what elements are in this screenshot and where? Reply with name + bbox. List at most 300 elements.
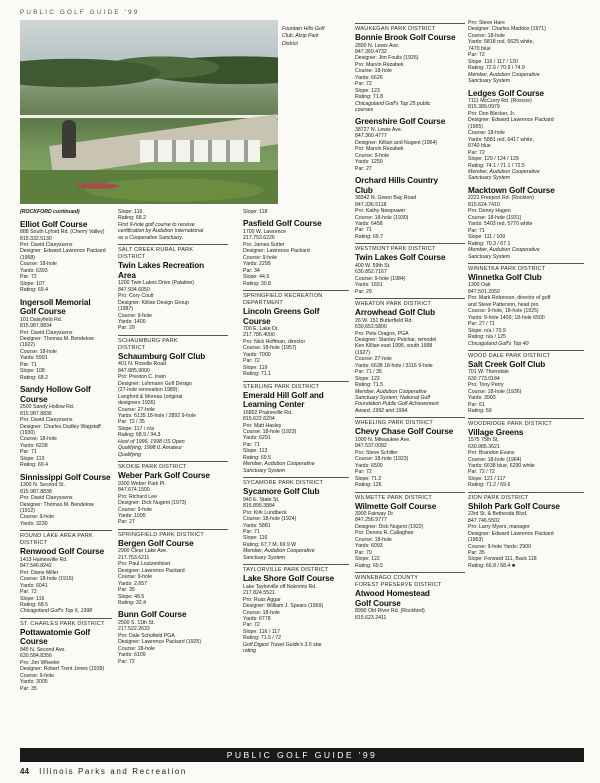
course-name: Club [355, 185, 373, 195]
course-detail: Member, Audubon Cooperative [468, 247, 540, 254]
course-detail: Rating: 69.4 [20, 287, 48, 294]
course-detail: 7111 McCurry Rd. (Roscoe) [468, 98, 532, 105]
course-detail: Yards: 9-hole 1400; 18-hole 6500 [468, 314, 545, 321]
course-detail: Yards: 2,657 [118, 580, 148, 587]
course-detail: (1963) [468, 537, 483, 544]
course-detail: Designer: Lohmann Golf Design [118, 380, 192, 387]
entry-continuation [118, 209, 228, 241]
course-name: Weber Park Golf Course [118, 471, 210, 481]
course-entry [118, 610, 228, 665]
course-entry [20, 628, 112, 692]
course-detail: 845 N. Second Ave. [20, 646, 66, 653]
course-detail: Yards: 6093 [355, 543, 383, 550]
course-detail: Rating: 69.5 [243, 454, 271, 461]
course-detail: Designer: Stanley Pelchar, remodel [355, 336, 437, 343]
course-detail: Yards: 2299 [243, 261, 271, 268]
course-detail: 217.753.6226 [243, 235, 275, 242]
running-header: PUBLIC GOLF GUIDE '99 [20, 9, 140, 16]
course-detail: Pro: Jim Wheeler [20, 659, 60, 666]
course-detail: Rating: 67.7 M, 69.9 W [243, 541, 297, 548]
course-name: Emerald Hill Golf and [243, 390, 324, 400]
course-detail: Yards: 6109 [118, 652, 146, 659]
course-entry [468, 186, 584, 260]
course-detail: Rating: 71.8 [355, 94, 383, 101]
course-entry [243, 487, 349, 561]
district-heading [355, 243, 465, 253]
course-detail: Yards: 5403 red, 5770 white [468, 221, 533, 228]
course-detail: 815.987.8836 [20, 410, 52, 417]
course-detail: (1922) [20, 342, 35, 349]
course-entry [243, 219, 349, 287]
course-detail: Pro: Dennis R. Callaghan [355, 530, 414, 537]
publication-title: Illinois Parks and Recreation [39, 767, 187, 776]
course-detail: Pro: Marvin Rezabek [355, 61, 404, 68]
course-detail: Yards: 6626 [355, 74, 383, 81]
course-detail: Yards: 3903 [468, 395, 496, 402]
district-heading [118, 529, 228, 539]
course-detail: 38342 N. Green Bay Road [355, 195, 417, 202]
course-detail: Qualifying [118, 451, 142, 458]
course-detail: Pro: Richard Lee [118, 493, 157, 500]
course-name: Golf Course [20, 307, 66, 317]
course-entry [355, 427, 465, 488]
course-detail: Course: 18-hole [118, 645, 155, 652]
course-name: Twin Lakes Recreation [118, 261, 205, 271]
course-detail: Slope: 107 [20, 280, 45, 287]
district-heading [355, 417, 465, 427]
course-detail: Slope: 111 / 109 [468, 234, 506, 241]
course-detail: 847.546.8242 [20, 563, 52, 570]
course-detail: Rating: 71.2 / 69.6 [468, 482, 511, 489]
course-detail: Pro: Mark Roberson, director of golf [468, 295, 551, 302]
course-detail: 847.885.9000 [118, 367, 150, 374]
course-detail: Course: 18-hole (1915) [20, 576, 74, 583]
course-detail: Yards: 1095 [118, 512, 146, 519]
course-detail: Par: 72 [243, 358, 260, 365]
course-entry [20, 220, 112, 294]
course-detail: Yards: 6500 [355, 462, 383, 469]
course-detail: Pro: Denny Hagen [468, 208, 511, 215]
course-detail: (1965) [468, 123, 483, 130]
course-detail: 1300 Oak [468, 282, 491, 289]
course-detail: Par: 72 [468, 52, 485, 59]
course-detail: 6740 blue [468, 143, 491, 150]
course-detail: Par: 34 [243, 267, 260, 274]
course-detail: Rating: 126 [355, 482, 382, 489]
course-detail: 401 N. Roselle Road [118, 361, 166, 368]
course-detail: 26 W. 151 Butterfield Rd. [355, 317, 413, 324]
course-detail: Par: 61 [468, 401, 485, 408]
course-name: Lake Shore Golf Course [243, 574, 335, 584]
course-name: Course [243, 316, 271, 326]
course-detail: Designer: Dick Nugent (1973) [118, 500, 187, 507]
course-detail: Pro: Paul Loutzenhiser [118, 561, 171, 568]
district-heading [243, 477, 349, 487]
caption-line: Fountain Hills Golf [282, 26, 325, 32]
course-detail: Sanctuary System [468, 253, 511, 260]
course-detail: Course: 9-hole, 18-hole (1925) [468, 308, 539, 315]
course-detail: Award, 1992 and 1994. [355, 407, 409, 414]
course-entry [118, 471, 228, 526]
district-heading [468, 492, 584, 502]
course-detail: Member, Audubon Cooperative [355, 388, 427, 395]
course-detail: 8990 Old River Rd. (Rockford) [355, 608, 425, 615]
course-name: Shiloh Park Golf Course [468, 501, 560, 511]
district-heading [20, 618, 112, 628]
course-detail: Ken Killian east 1996, south 1998 [355, 343, 433, 350]
course-detail: (1927) [355, 349, 370, 356]
course-detail: 630.653.5800 [355, 324, 387, 331]
district-heading [468, 418, 584, 428]
course-name: Bonnie Brook Golf Course [355, 33, 456, 42]
course-detail: Yards: 1651 [355, 282, 383, 289]
course-detail: Pro: David Claeyssens [20, 417, 73, 424]
course-name: Chevy Chase Golf Course [355, 427, 454, 437]
course-detail: Slope: 116 [118, 209, 143, 215]
course-name: Atwood Homestead [355, 589, 430, 599]
course-name: Winnetka Golf Club [468, 272, 542, 282]
course-detail: Designer: Charles Dudley Wagstaff [20, 423, 101, 430]
course-detail: Slope: Forward 111, Back 118 [468, 556, 537, 563]
course-detail: Rating: 32.4 [118, 599, 146, 606]
course-detail: 2800 N. Lewis Ave. [355, 42, 400, 49]
district-name: DEPARTMENT [243, 300, 284, 307]
course-detail: Member, Audubon Cooperative [243, 461, 315, 468]
course-detail: Rating: 71.1 [243, 371, 271, 378]
course-detail: Rating: 68.5 [20, 602, 48, 609]
course-detail: Yards: 7000 [243, 351, 271, 358]
course-name: Golf Course [355, 598, 401, 608]
course-detail: Rating: 59 [468, 408, 492, 415]
course-detail: Par: 35 [20, 685, 37, 692]
course-entry [243, 391, 349, 475]
course-entry [20, 385, 112, 469]
course-detail: Par: 70 [355, 549, 372, 556]
course-detail: Sanctuary System [243, 554, 286, 561]
district-name: WOODRIDGE PARK DISTRICT [468, 420, 553, 427]
course-detail: (1912) [20, 508, 35, 514]
course-name: Renwood Golf Course [20, 547, 105, 557]
course-name: Bergen Golf Course [118, 538, 194, 548]
course-detail: Designer: William J. Spears (1969) [243, 603, 324, 610]
course-detail: Yards: 6393 [20, 267, 48, 274]
course-detail: Rating: 74.1 / 71.1 / 72.5 [468, 162, 525, 169]
district-heading [355, 572, 465, 589]
course-entry [243, 307, 349, 378]
district-name: DISTRICT [20, 540, 48, 547]
course-detail: Yards: 6041 [20, 582, 48, 589]
district-name: WHEATON PARK DISTRICT [355, 301, 431, 308]
course-entry [243, 574, 349, 654]
district-name: DISTRICT [118, 254, 146, 261]
course-detail: Course: 9-hole [243, 254, 278, 261]
course-detail: Designer: Dick Nugent (1922) [355, 523, 424, 530]
course-detail: Course: 18-hole [20, 261, 57, 268]
course-detail: Designer: Lawrence Packard [118, 567, 185, 574]
course-detail: Course: 9-hole [20, 514, 55, 521]
course-detail: Slope: 119 [243, 364, 268, 371]
course-name: Arrowhead Golf Club [355, 308, 435, 318]
course-detail: Par: 35 [118, 587, 135, 594]
course-detail: Designer: Charles Maddox (1971) [468, 26, 546, 33]
course-detail: Course: 9-hole [118, 506, 153, 513]
course-detail: Slope: 121 / 117 [468, 475, 506, 482]
course-detail: rating [243, 648, 256, 655]
course-detail: Slope: 116 [243, 535, 268, 542]
course-detail: Rating: 69.7 [355, 233, 383, 240]
course-detail: Chicagoland Golf's Top 25 public [355, 100, 431, 107]
district-name: SKOKIE PARK DISTRICT [118, 464, 187, 471]
course-name: Wilmette Golf Course [355, 501, 437, 511]
course-detail: Rating: 69.5 [355, 562, 383, 569]
course-detail: Slope: 113 [20, 455, 45, 462]
course-detail: Designer: Edward Lawrence Packard [468, 530, 554, 537]
course-detail: 847.360.4732 [355, 48, 387, 55]
district-heading [468, 263, 584, 273]
course-detail: Par: 72 [243, 622, 260, 629]
course-detail: Slope: 108 [20, 368, 45, 375]
district-heading [243, 564, 349, 574]
course-detail: Course: 18-hole (1936) [468, 388, 522, 395]
course-detail: 2500 Sandy Hollow Rd. [20, 404, 75, 411]
course-detail: Slope: 123 [355, 87, 380, 94]
course-detail: Pro: Pete Dragos, PGA [355, 330, 409, 337]
district-name: WESTMONT PARK DISTRICT [355, 246, 436, 253]
course-name: Twin Lakes Golf Course [355, 253, 446, 263]
district-name: TAYLORVILLE PARK DISTRICT [243, 567, 329, 574]
entry-continuation [468, 20, 584, 85]
course-detail: 847.934.6050 [118, 286, 150, 293]
course-detail: Sanctuary System [243, 467, 286, 474]
course-entry [355, 253, 465, 295]
column-1 [20, 209, 112, 692]
district-heading [243, 381, 349, 391]
course-detail: Par: 72 [20, 589, 37, 596]
course-detail: Course: 9-hole (1984) [355, 275, 406, 282]
course-detail: Pro: Brandon Evans [468, 450, 515, 457]
course-detail: Yards: 3005 [20, 679, 48, 686]
course-detail: Rating: 68.2 [118, 215, 146, 222]
course-detail: Yards: 6135 18-hole / 2892 9-hole [118, 413, 197, 420]
course-detail: Yards: 3230 [20, 520, 48, 527]
course-detail: 7470 blue [468, 45, 491, 52]
course-detail: as a Cooperative Sanctuary. [118, 234, 184, 241]
course-entry [118, 539, 228, 607]
district-name: WILMETTE PARK DISTRICT [355, 494, 433, 501]
course-detail: 630.852.7167 [355, 269, 387, 276]
course-detail: Slope: 44.5 [243, 274, 270, 281]
course-name: Sandy Hollow Golf Course [20, 385, 91, 404]
course-detail: 1575 75th St. [468, 437, 499, 444]
course-name: Bunn Golf Course [118, 610, 187, 620]
course-entry [468, 273, 584, 347]
course-detail: Course: 18-hole (1924) [243, 516, 297, 523]
course-detail: designers 1926) [118, 400, 156, 407]
course-detail: 1700 W. Lawrence [243, 228, 286, 235]
course-detail: 815.624.7410 [468, 201, 500, 208]
course-detail: Designer: Killian and Nugent (1964) [355, 139, 438, 146]
course-detail: Designer: Thomas M. Bendelow [20, 335, 94, 342]
course-detail: Course: 18-hole [468, 32, 505, 39]
district-heading [355, 23, 465, 33]
course-detail: Course: 18-hole (1923) [355, 456, 409, 463]
course-photo [20, 20, 278, 204]
course-detail: Rating: 69.4 [20, 462, 48, 469]
course-detail: Slope: 118 [243, 209, 268, 215]
course-detail: Slope: 48.5 [118, 593, 145, 600]
course-detail: (1930) [20, 429, 35, 436]
course-detail: Course: 18-hole [468, 130, 505, 137]
course-detail: Par: 72 / 72 [468, 469, 495, 476]
course-detail: 630.985.3621 [468, 443, 500, 450]
course-name: Lincoln Greens Golf [243, 307, 320, 317]
district-name: DISTRICT [118, 344, 146, 351]
course-name: Pasfield Golf Course [243, 219, 322, 229]
district-heading [20, 530, 112, 547]
photo-caption [282, 26, 342, 48]
page-number: 44 [20, 767, 29, 776]
course-entry [118, 352, 228, 458]
district-name: ST. CHARLES PARK DISTRICT [20, 620, 105, 627]
district-name: WOOD DALE PARK DISTRICT [468, 352, 551, 359]
course-detail: Pro: James Sutter [243, 241, 285, 248]
course-detail: Rating: 68.9 / 34.3 [118, 432, 161, 439]
course-detail: Par: 27 [118, 519, 135, 526]
course-name: Pottawatomie Golf Course [20, 627, 91, 647]
course-detail: First 9-hole golf course to receive [118, 221, 195, 228]
course-detail: Rating: 68.2 [20, 374, 48, 381]
course-detail: 940 E. State St. [243, 496, 280, 503]
course-detail: (27-hole renovation 1989); [118, 387, 179, 394]
course-detail: Member, Audubon Cooperative [468, 71, 540, 78]
course-detail: Course: 18-hole (1957) [243, 345, 297, 352]
district-name: FOREST PRESERVE DISTRICT [355, 582, 442, 589]
course-name: Macktown Golf Course [468, 185, 555, 195]
course-detail: Designer: Killian Design Group [118, 299, 189, 306]
course-entry [20, 547, 112, 615]
photo-person [62, 120, 76, 158]
course-detail: Yards: 6228 [20, 442, 48, 449]
course-detail: Yards: 5881 [243, 522, 271, 529]
course-detail: Chicagoland Golf's Top 40 [468, 340, 529, 347]
course-detail: Yards: 6638 blue, 6290 white [468, 462, 535, 469]
course-name: Sinnissippi Golf Course [20, 472, 111, 482]
course-detail: Par: 71 [468, 227, 485, 234]
course-detail: Par: 27 / 71 [468, 321, 495, 328]
course-detail: Pro: Marvin Rezabek [355, 146, 404, 153]
course-detail: Slope: 71.2 [355, 475, 382, 482]
course-detail: Pro: Larry Myers, manager [468, 524, 530, 531]
course-detail: Yards: 6638 18-hole / 3116 9-hole [355, 362, 433, 369]
course-detail: Par: 72 [20, 274, 37, 281]
course-detail: 101 Daisyfield Rd. [20, 316, 63, 323]
course-detail: 847.501.2050 [468, 288, 500, 295]
course-detail: 847.537.0082 [355, 443, 387, 450]
course-detail: Pro: Kathy Newpower [355, 208, 406, 215]
district-name: SCHAUMBURG PARK [118, 337, 178, 344]
course-detail: Course: 18-hole (1964) [468, 456, 522, 463]
caption-line: Club, Alsip Park [282, 33, 319, 40]
course-name: Schaumburg Golf Club [118, 351, 206, 361]
course-entry [118, 261, 228, 332]
course-detail: Designer: Lawrence Packard (1925) [118, 639, 202, 646]
district-name: SPRINGFIELD PARK DISTRICT [118, 531, 205, 538]
course-detail: Par: 72 [468, 149, 485, 156]
column-5 [468, 20, 584, 569]
course-detail: Yards: 6778 [243, 615, 271, 622]
course-detail: Designer: Edward Lawrence Packard [20, 248, 106, 255]
course-detail: Rating: 30.8 [243, 280, 271, 287]
course-detail: (1968) [20, 254, 35, 261]
course-detail: 847.360.4777 [355, 133, 387, 140]
course-detail: certification by Audubon International [118, 228, 204, 235]
course-detail: Par: 27 [355, 165, 372, 172]
course-detail: 1300 N. Second St. [20, 482, 65, 489]
district-name: ZION PARK DISTRICT [468, 494, 529, 501]
course-detail: Yards: 1400 [118, 318, 146, 325]
course-detail: 815.987.8838 [20, 488, 52, 495]
course-detail: courses [355, 107, 374, 114]
course-detail: 1413 Hainesville Rd. [20, 556, 68, 563]
course-detail: Course: 18-hole [355, 536, 392, 543]
course-detail: Designer: Thomas M. Bendelow [20, 501, 94, 508]
course-detail: Pro: Dale Schofield PGA [118, 632, 175, 639]
course-name: Sycamore Golf Club [243, 487, 320, 497]
course-entry [355, 176, 465, 240]
course-detail: Slope: 117 / n/a [118, 425, 154, 432]
course-detail: Pro: Preston C. Irwin [118, 374, 166, 381]
district-name: SYCAMORE PARK DISTRICT [243, 480, 324, 487]
course-detail: 16802 Prairieville Rd. [243, 409, 293, 416]
course-detail: Yards: 1250 [355, 159, 383, 166]
course-detail: Member, Audubon Cooperative [243, 548, 315, 555]
course-detail: Sanctuary System [468, 78, 511, 85]
course-detail: Pro: Steve Hare [468, 20, 505, 26]
course-name: Salt Creek Golf Club [468, 359, 546, 369]
course-name: Area [118, 270, 136, 280]
course-name: Ledges Golf Course [468, 88, 544, 98]
district-name: WINNEBAGO COUNTY [355, 575, 419, 582]
course-detail: Pro: Matt Hasley [243, 422, 282, 429]
course-detail: Course: 9-hole Yards: 2900 [468, 543, 531, 550]
course-detail: Par: 71 / 35 [355, 369, 382, 376]
course-detail: Pro: Kirk Lundbeck [243, 509, 287, 516]
course-detail: 217.753.6211 [118, 554, 150, 561]
course-name: Greenshire Golf Course [355, 117, 446, 127]
course-detail: 815.389.0979 [468, 104, 500, 111]
district-heading [118, 335, 228, 352]
course-entry [468, 360, 584, 415]
district-heading [355, 298, 465, 308]
course-detail: Lake Taylorville off Nokomis Rd. [243, 583, 317, 590]
course-detail: 815.622.6204 [243, 416, 275, 423]
course-detail: Par: 72 [355, 81, 372, 88]
course-detail: 9300 Weber Park Pl. [118, 480, 166, 487]
course-detail: Chicagoland Golf's Top 6, 1998 [20, 608, 93, 615]
course-detail: Par: 29 [118, 325, 135, 332]
course-detail: Golf Digest Travel Guide's 3.5 star [243, 641, 322, 648]
district-name: ROUND LAKE AREA PARK [20, 533, 93, 540]
course-detail: 2221 Freeport Rd. (Rockton) [468, 195, 535, 202]
course-detail: Slope: 116 / 117 / 120 [468, 58, 518, 65]
course-entry [468, 89, 584, 182]
course-detail: 847.674.1500 [118, 487, 150, 494]
course-name: Ingersoll Memorial [20, 297, 91, 307]
course-detail: 217.786.4000 [243, 332, 275, 339]
photo-fence [20, 115, 278, 118]
district-name: WINNETKA PARK DISTRICT [468, 265, 546, 272]
course-detail: Par: 71 [20, 449, 37, 456]
